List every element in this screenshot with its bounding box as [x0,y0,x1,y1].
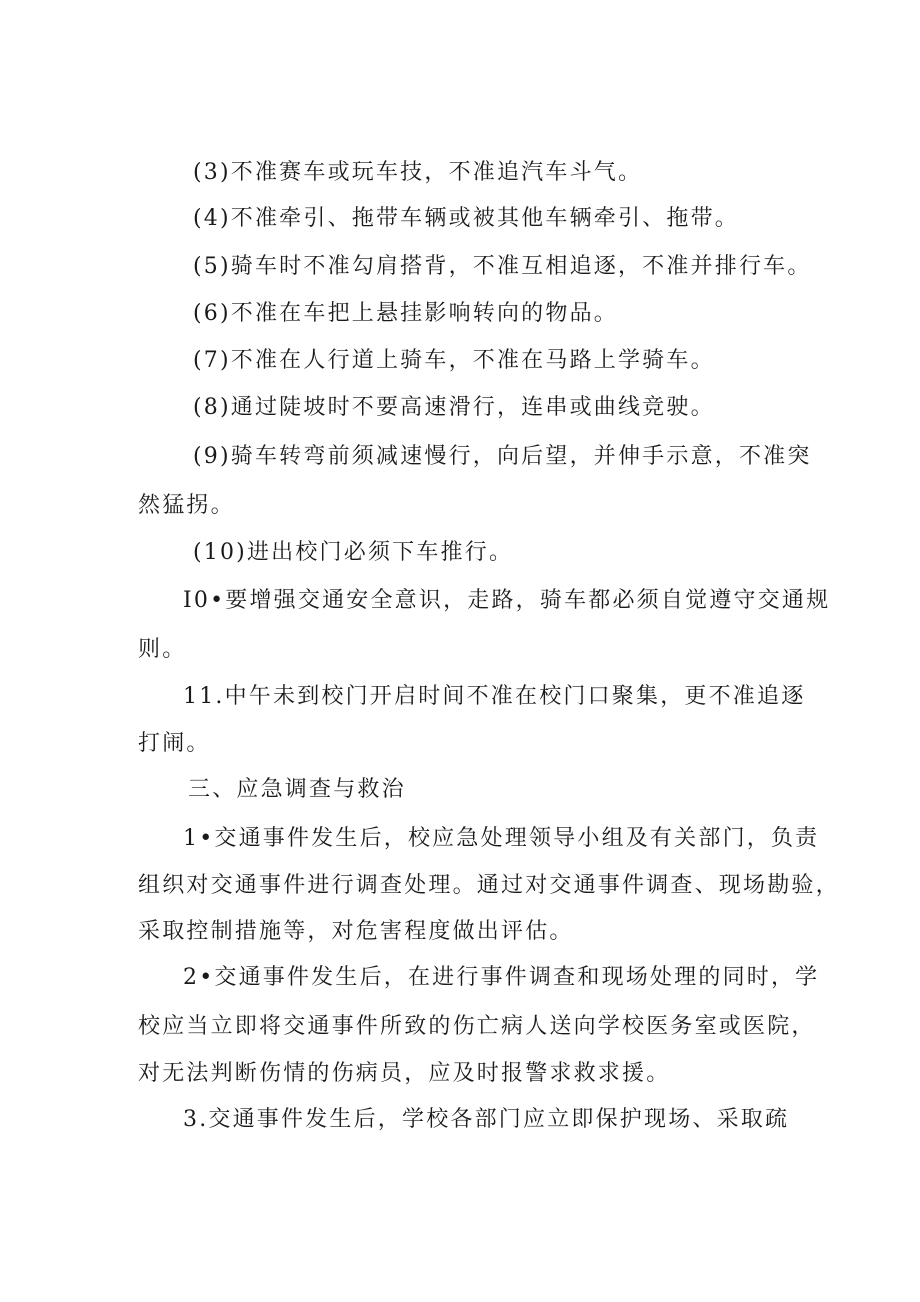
section-heading: 三、应急调查与救治 [188,777,406,802]
paragraph-2-line-3: 对无法判断伤情的伤病员，应及时报警求救求援。 [138,1061,671,1086]
paragraph-2-line-2: 校应当立即将交通事件所致的伤亡病人送向学校医务室或医院， [138,1014,816,1039]
rule-item-6: (6)不准在车把上悬挂影响转向的物品。 [193,301,618,326]
paragraph-1: 1•交通事件发生后，校应急处理领导小组及有关部门，负责 [183,826,820,851]
paragraph-3: 3.交通事件发生后，学校各部门应立即保护现场、采取疏 [183,1107,790,1132]
paragraph-10-continued: 则。 [138,637,187,662]
paragraph-11: 11.中午未到校门开启时间不准在校门口聚集，更不准追逐 [183,684,806,709]
rule-item-9-continued: 然猛拐。 [138,493,235,518]
paragraph-2: 2•交通事件发生后，在进行事件调查和现场处理的同时，学 [183,965,820,990]
rule-item-5: (5)骑车时不准勾肩搭背，不准互相追逐，不准并排行车。 [193,254,812,279]
rule-item-9: (9)骑车转弯前须减速慢行，向后望，并伸手示意，不准突 [193,444,812,469]
paragraph-1-line-3: 采取控制措施等，对危害程度做出评估。 [138,919,574,944]
paragraph-11-continued: 打闹。 [138,731,211,756]
rule-item-7: (7)不准在人行道上骑车，不准在马路上学骑车。 [193,348,715,373]
rule-item-8: (8)通过陡坡时不要高速滑行，连串或曲线竞驶。 [193,395,715,420]
rule-item-4: (4)不准牵引、拖带车辆或被其他车辆牵引、拖带。 [193,206,739,231]
rule-item-3: (3)不准赛车或玩车技，不准追汽车斗气。 [193,160,643,185]
paragraph-1-line-2: 组织对交通事件进行调查处理。通过对交通事件调查、现场勘验， [138,873,840,898]
rule-item-10: (10)进出校门必须下车推行。 [193,540,514,565]
paragraph-10: I0•要增强交通安全意识，走路，骑车都必须自觉遵守交通规 [183,588,831,613]
